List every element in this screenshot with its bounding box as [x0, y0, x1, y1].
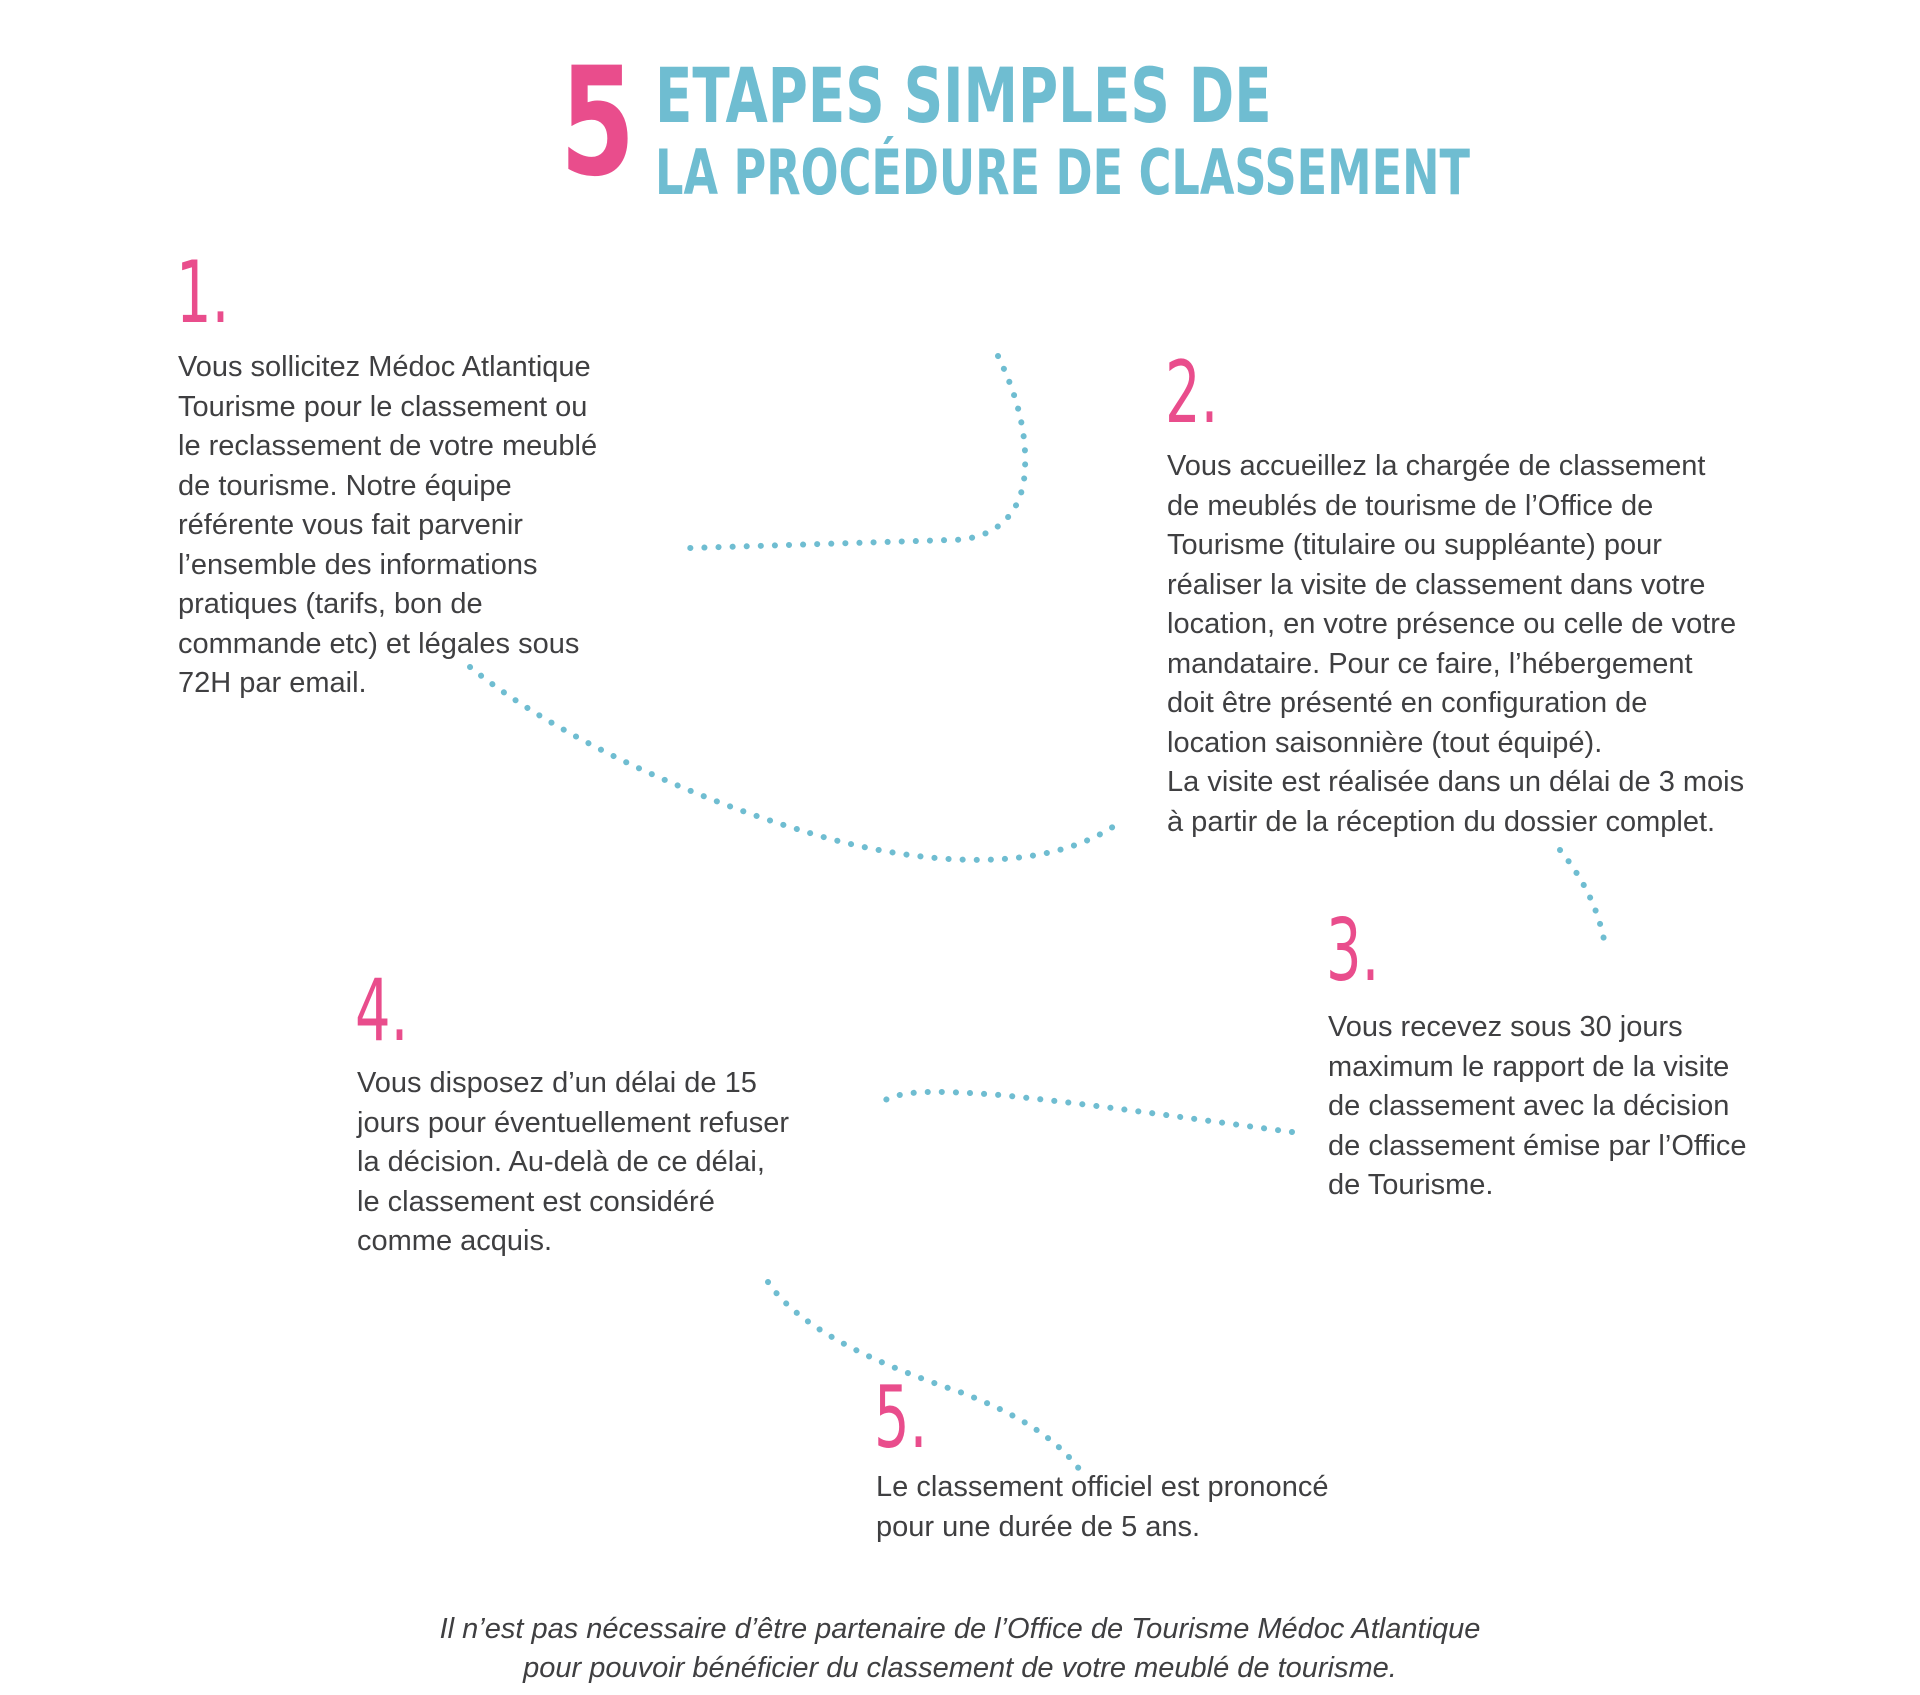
- title-number: 5: [560, 36, 633, 210]
- step-2-text: Vous accueillez la chargée de classement de meublés de tourisme de l’Office de Tourisme (titulaire ou suppléante) pour réaliser la visite de classement dans votre location, en votre présence ou celle de votre mandataire. Pour ce faire, l’hébergement doit être présenté en configuration de location saisonnière (tout équipé). La visite est réalisée dans un délai de 3 mois à partir de la réception du dossier complet.: [1167, 450, 1745, 838]
- connector-step2-to-step3: [1560, 850, 1605, 945]
- connector-step1-hook: [690, 356, 1025, 548]
- step-4-number: 4.: [355, 961, 409, 1061]
- title: [560, 36, 1470, 218]
- title-line-2: LA PROCÉDURE DE CLASSEMENT: [655, 136, 1470, 209]
- title-line-1: ETAPES SIMPLES DE: [655, 51, 1272, 140]
- step-1-number: 1.: [176, 243, 230, 343]
- footer-line-2: pour pouvoir bénéficier du classement de votre meublé de tourisme.: [523, 1652, 1397, 1684]
- step-5-text: Le classement officiel est prononcé pour une durée de 5 ans.: [876, 1471, 1329, 1543]
- connector-step3-to-step4: [880, 1092, 1292, 1132]
- step-1-text: Vous sollicitez Médoc Atlantique Tourisme pour le classement ou le reclassement de votre meublé de tourisme. Notre équipe référente vous fait parvenir l’ensemble des informations pratiques (tarifs, bon de commande etc) et légales sous 72H par email.: [178, 351, 598, 699]
- step-4-text: Vous disposez d’un délai de 15 jours pour éventuellement refuser la décision. Au-delà de ce délai, le classement est considéré comme acquis.: [357, 1067, 790, 1257]
- step-5-number: 5.: [874, 1368, 928, 1468]
- footer-note: [300, 1610, 1620, 1688]
- step-3-number: 3.: [1326, 901, 1380, 1001]
- step-3-text: Vous recevez sous 30 jours maximum le rapport de la visite de classement avec la décision de classement émise par l’Office de Tourisme.: [1328, 1011, 1747, 1201]
- footer-line-1: Il n’est pas nécessaire d’être partenaire de l’Office de Tourisme Médoc Atlantique: [439, 1613, 1481, 1645]
- step-2-number: 2.: [1165, 343, 1219, 443]
